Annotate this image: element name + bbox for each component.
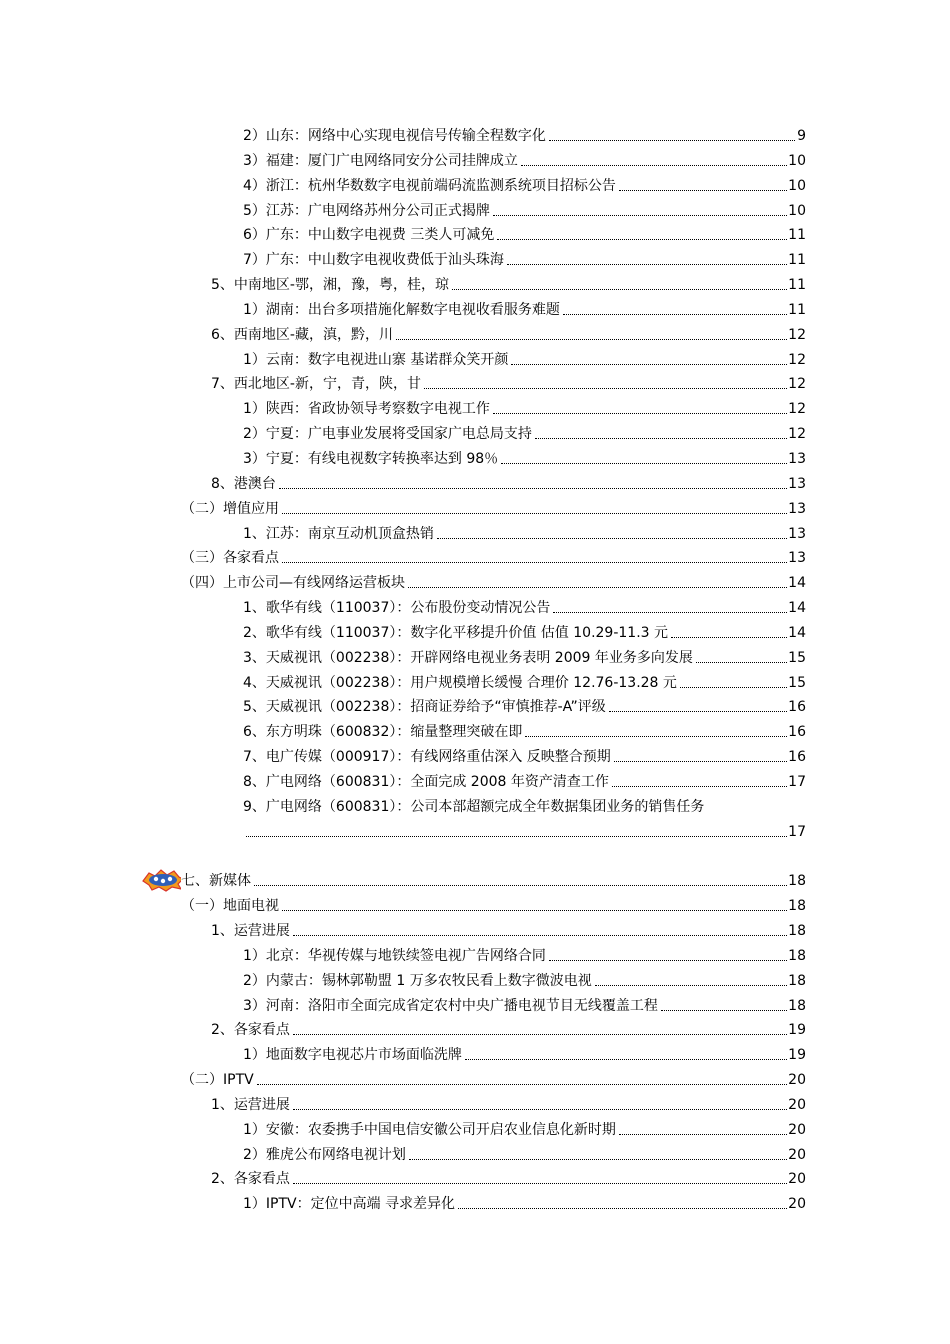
toc-page-number: 10: [787, 149, 806, 174]
toc-leader-dots: [619, 190, 805, 191]
toc-entry[interactable]: [0, 323, 950, 348]
toc-entry-title: 3）福建：厦门广电网络同安分公司挂牌成立: [243, 149, 519, 174]
toc-page-number: 18: [787, 969, 806, 994]
toc-entry[interactable]: [0, 273, 950, 298]
toc-entry-title: 1）陕西：省政协领导考察数字电视工作: [243, 397, 491, 422]
toc-entry[interactable]: [0, 919, 950, 944]
toc-entry[interactable]: [0, 596, 950, 621]
toc-entry[interactable]: [0, 1167, 950, 1192]
toc-entry-title: 1）安徽：农委携手中国电信安徽公司开启农业信息化新时期: [243, 1118, 617, 1143]
toc-leader-dots: [549, 960, 805, 961]
toc-leader-dots: [282, 513, 805, 514]
toc-page-number: 20: [787, 1093, 806, 1118]
toc-page-number: 16: [787, 745, 806, 770]
toc-leader-dots: [458, 1208, 805, 1209]
toc-entry[interactable]: [0, 223, 950, 248]
toc-page-number: 18: [787, 869, 806, 894]
toc-leader-dots: [497, 239, 805, 240]
toc-entry[interactable]: [0, 1192, 950, 1217]
toc-entry-title: 6、西南地区-藏，滇，黔，川: [211, 323, 394, 348]
toc-leader-dots: [465, 1059, 805, 1060]
toc-page-number: 12: [787, 348, 806, 373]
toc-leader-dots: [254, 885, 805, 886]
toc-page-number: 13: [787, 546, 806, 571]
toc-entry[interactable]: [0, 1068, 950, 1093]
toc-entry[interactable]: [0, 621, 950, 646]
toc-entry-title: 2、歌华有线（110037）：数字化平移提升价值 估值 10.29-11.3 元: [243, 621, 669, 646]
toc-entry[interactable]: [0, 820, 950, 845]
toc-entry[interactable]: [0, 1018, 950, 1043]
toc-entry-title: 七、新媒体: [181, 869, 252, 894]
toc-leader-dots: [257, 1084, 805, 1085]
toc-entry[interactable]: [0, 174, 950, 199]
toc-page-number: 15: [787, 671, 806, 696]
toc-page-number: 20: [787, 1143, 806, 1168]
toc-entry-title: 8、广电网络（600831）：全面完成 2008 年资产清查工作: [243, 770, 610, 795]
toc-entry-title: 3）河南：洛阳市全面完成省定农村中央广播电视节目无线覆盖工程: [243, 994, 659, 1019]
toc-page-number: 12: [787, 397, 806, 422]
toc-leader-dots: [493, 413, 805, 414]
toc-page-number: 18: [787, 994, 806, 1019]
toc-leader-dots: [408, 587, 805, 588]
toc-entry-title: （二）IPTV: [181, 1068, 255, 1093]
toc-leader-dots: [282, 910, 805, 911]
toc-page-number: 19: [787, 1018, 806, 1043]
toc-page-number: 13: [787, 472, 806, 497]
toc-leader-dots: [279, 488, 805, 489]
toc-page-number: 19: [787, 1043, 806, 1068]
toc-entry[interactable]: [0, 1043, 950, 1068]
toc-page-number: 20: [787, 1118, 806, 1143]
toc-leader-dots: [535, 438, 805, 439]
toc-entry[interactable]: [0, 944, 950, 969]
toc-leader-dots: [507, 264, 805, 265]
toc-entry-title: 8、港澳台: [211, 472, 277, 497]
toc-leader-dots: [246, 836, 805, 837]
toc-entry-title: 1、江苏：南京互动机顶盒热销: [243, 522, 435, 547]
toc-entry[interactable]: [0, 720, 950, 745]
toc-entry-title: 1、运营进展: [211, 919, 291, 944]
toc-entry-title: （四）上市公司—有线网络运营板块: [181, 571, 406, 596]
toc-entry[interactable]: [0, 422, 950, 447]
toc-page-number: 17: [787, 820, 806, 845]
toc-entry-title: 7）广东：中山数字电视收费低于汕头珠海: [243, 248, 505, 273]
toc-leader-dots: [511, 364, 805, 365]
toc-entry-title: （一）地面电视: [181, 894, 280, 919]
toc-page-number: 18: [787, 919, 806, 944]
toc-entry[interactable]: [0, 695, 950, 720]
toc-page-number: 16: [787, 695, 806, 720]
toc-page-number: 20: [787, 1192, 806, 1217]
toc-leader-dots: [501, 463, 805, 464]
toc-page-number: 10: [787, 199, 806, 224]
toc-entry-title: 1、歌华有线（110037）：公布股份变动情况公告: [243, 596, 551, 621]
toc-entry[interactable]: [0, 795, 950, 820]
toc-page-number: 13: [787, 497, 806, 522]
toc-leader-dots: [396, 339, 805, 340]
toc-entry-title: 5、中南地区-鄂，湘，豫，粤，桂，琼: [211, 273, 450, 298]
toc-leader-dots: [293, 1183, 805, 1184]
toc-leader-dots: [563, 314, 805, 315]
toc-entry-title: 2）内蒙古：锡林郭勒盟 1 万多农牧民看上数字微波电视: [243, 969, 593, 994]
toc-entry-title: 2、各家看点: [211, 1167, 291, 1192]
toc-entry[interactable]: [0, 1143, 950, 1168]
toc-entry-title: 1）北京：华视传媒与地铁续签电视广告网络合同: [243, 944, 547, 969]
toc-spacer: [0, 844, 950, 869]
toc-entry[interactable]: [0, 994, 950, 1019]
toc-entry-title: 2）宁夏：广电事业发展将受国家广电总局支持: [243, 422, 533, 447]
toc-entry[interactable]: [0, 869, 950, 894]
toc-page-number: 9: [796, 124, 806, 149]
toc-entry-title: （三）各家看点: [181, 546, 280, 571]
toc-leader-dots: [521, 165, 805, 166]
toc-entry[interactable]: [0, 348, 950, 373]
toc-entry-title: 4、天威视讯（002238）：用户规模增长缓慢 合理价 12.76-13.28 元: [243, 671, 678, 696]
toc-page-number: 12: [787, 372, 806, 397]
toc-page-number: 16: [787, 720, 806, 745]
toc-leader-dots: [452, 289, 805, 290]
table-of-contents: [0, 124, 950, 1217]
toc-page-number: 18: [787, 944, 806, 969]
toc-page-number: 11: [787, 298, 806, 323]
toc-entry-title: 6）广东：中山数字电视费 三类人可减免: [243, 223, 495, 248]
toc-entry[interactable]: [0, 1093, 950, 1118]
toc-entry[interactable]: [0, 497, 950, 522]
toc-entry-title: 7、西北地区-新，宁，青，陕，甘: [211, 372, 422, 397]
toc-leader-dots: [614, 761, 805, 762]
toc-entry[interactable]: [0, 671, 950, 696]
toc-entry-title: 2、各家看点: [211, 1018, 291, 1043]
toc-page-number: 20: [787, 1068, 806, 1093]
toc-leader-dots: [609, 711, 805, 712]
section-badge-icon: [141, 867, 185, 893]
toc-entry[interactable]: [0, 646, 950, 671]
toc-leader-dots: [282, 562, 805, 563]
toc-page-number: 12: [787, 422, 806, 447]
toc-entry[interactable]: [0, 745, 950, 770]
toc-leader-dots: [437, 538, 805, 539]
toc-entry[interactable]: [0, 149, 950, 174]
toc-entry[interactable]: [0, 546, 950, 571]
toc-leader-dots: [612, 786, 805, 787]
toc-leader-dots: [595, 985, 805, 986]
toc-entry-title: 1）湖南：出台多项措施化解数字电视收看服务难题: [243, 298, 561, 323]
toc-entry-title: （二）增值应用: [181, 497, 280, 522]
toc-entry[interactable]: [0, 199, 950, 224]
toc-entry-title: 1）地面数字电视芯片市场面临洗牌: [243, 1043, 463, 1068]
toc-page-number: 18: [787, 894, 806, 919]
toc-entry[interactable]: [0, 124, 950, 149]
toc-entry-title: 3）宁夏：有线电视数字转换率达到 98％: [243, 447, 499, 472]
toc-leader-dots: [553, 612, 805, 613]
toc-page-number: 10: [787, 174, 806, 199]
toc-leader-dots: [293, 935, 805, 936]
toc-entry[interactable]: [0, 770, 950, 795]
toc-entry[interactable]: [0, 372, 950, 397]
toc-page-number: 14: [787, 596, 806, 621]
toc-entry[interactable]: [0, 248, 950, 273]
toc-page-number: 11: [787, 273, 806, 298]
toc-leader-dots: [493, 215, 805, 216]
toc-entry-title: 5）江苏：广电网络苏州分公司正式揭牌: [243, 199, 491, 224]
toc-entry[interactable]: [0, 894, 950, 919]
toc-entry-title: 6、东方明珠（600832）：缩量整理突破在即: [243, 720, 523, 745]
toc-entry[interactable]: [0, 472, 950, 497]
toc-leader-dots: [619, 1134, 805, 1135]
toc-leader-dots: [293, 1109, 805, 1110]
toc-page-number: 12: [787, 323, 806, 348]
toc-leader-dots: [671, 637, 805, 638]
toc-entry[interactable]: [0, 522, 950, 547]
toc-entry[interactable]: [0, 1118, 950, 1143]
toc-entry[interactable]: [0, 447, 950, 472]
toc-leader-dots: [424, 388, 805, 389]
toc-leader-dots: [293, 1034, 805, 1035]
toc-entry-title: 7、电广传媒（000917）：有线网络重估深入 反映整合预期: [243, 745, 612, 770]
toc-entry-title: 1、运营进展: [211, 1093, 291, 1118]
toc-page-number: 20: [787, 1167, 806, 1192]
toc-entry-title: 1）IPTV：定位中高端 寻求差异化: [243, 1192, 456, 1217]
toc-entry-title: 2）山东：网络中心实现电视信号传输全程数字化: [243, 124, 547, 149]
toc-entry-title: 4）浙江：杭州华数数字电视前端码流监测系统项目招标公告: [243, 174, 617, 199]
toc-entry-title: 2）雅虎公布网络电视计划: [243, 1143, 407, 1168]
toc-entry[interactable]: [0, 969, 950, 994]
toc-leader-dots: [525, 736, 805, 737]
toc-entry[interactable]: [0, 397, 950, 422]
toc-page-number: 15: [787, 646, 806, 671]
toc-entry-title: 3、天威视讯（002238）：开辟网络电视业务表明 2009 年业务多向发展: [243, 646, 694, 671]
toc-page-number: 14: [787, 571, 806, 596]
toc-leader-dots: [661, 1010, 805, 1011]
toc-leader-dots: [549, 140, 805, 141]
toc-page-number: 14: [787, 621, 806, 646]
toc-entry-title: 9、广电网络（600831）：公司本部超额完成全年数据集团业务的销售任务: [243, 795, 705, 820]
toc-page-number: 11: [787, 223, 806, 248]
toc-page-number: 13: [787, 447, 806, 472]
toc-entry[interactable]: [0, 571, 950, 596]
toc-entry[interactable]: [0, 298, 950, 323]
toc-page-number: 11: [787, 248, 806, 273]
toc-page-number: 17: [787, 770, 806, 795]
toc-page-number: 13: [787, 522, 806, 547]
toc-entry-title: 5、天威视讯（002238）：招商证券给予“审慎推荐-A”评级: [243, 695, 607, 720]
toc-leader-dots: [409, 1159, 805, 1160]
toc-entry-title: 1）云南：数字电视进山寨 基诺群众笑开颜: [243, 348, 509, 373]
